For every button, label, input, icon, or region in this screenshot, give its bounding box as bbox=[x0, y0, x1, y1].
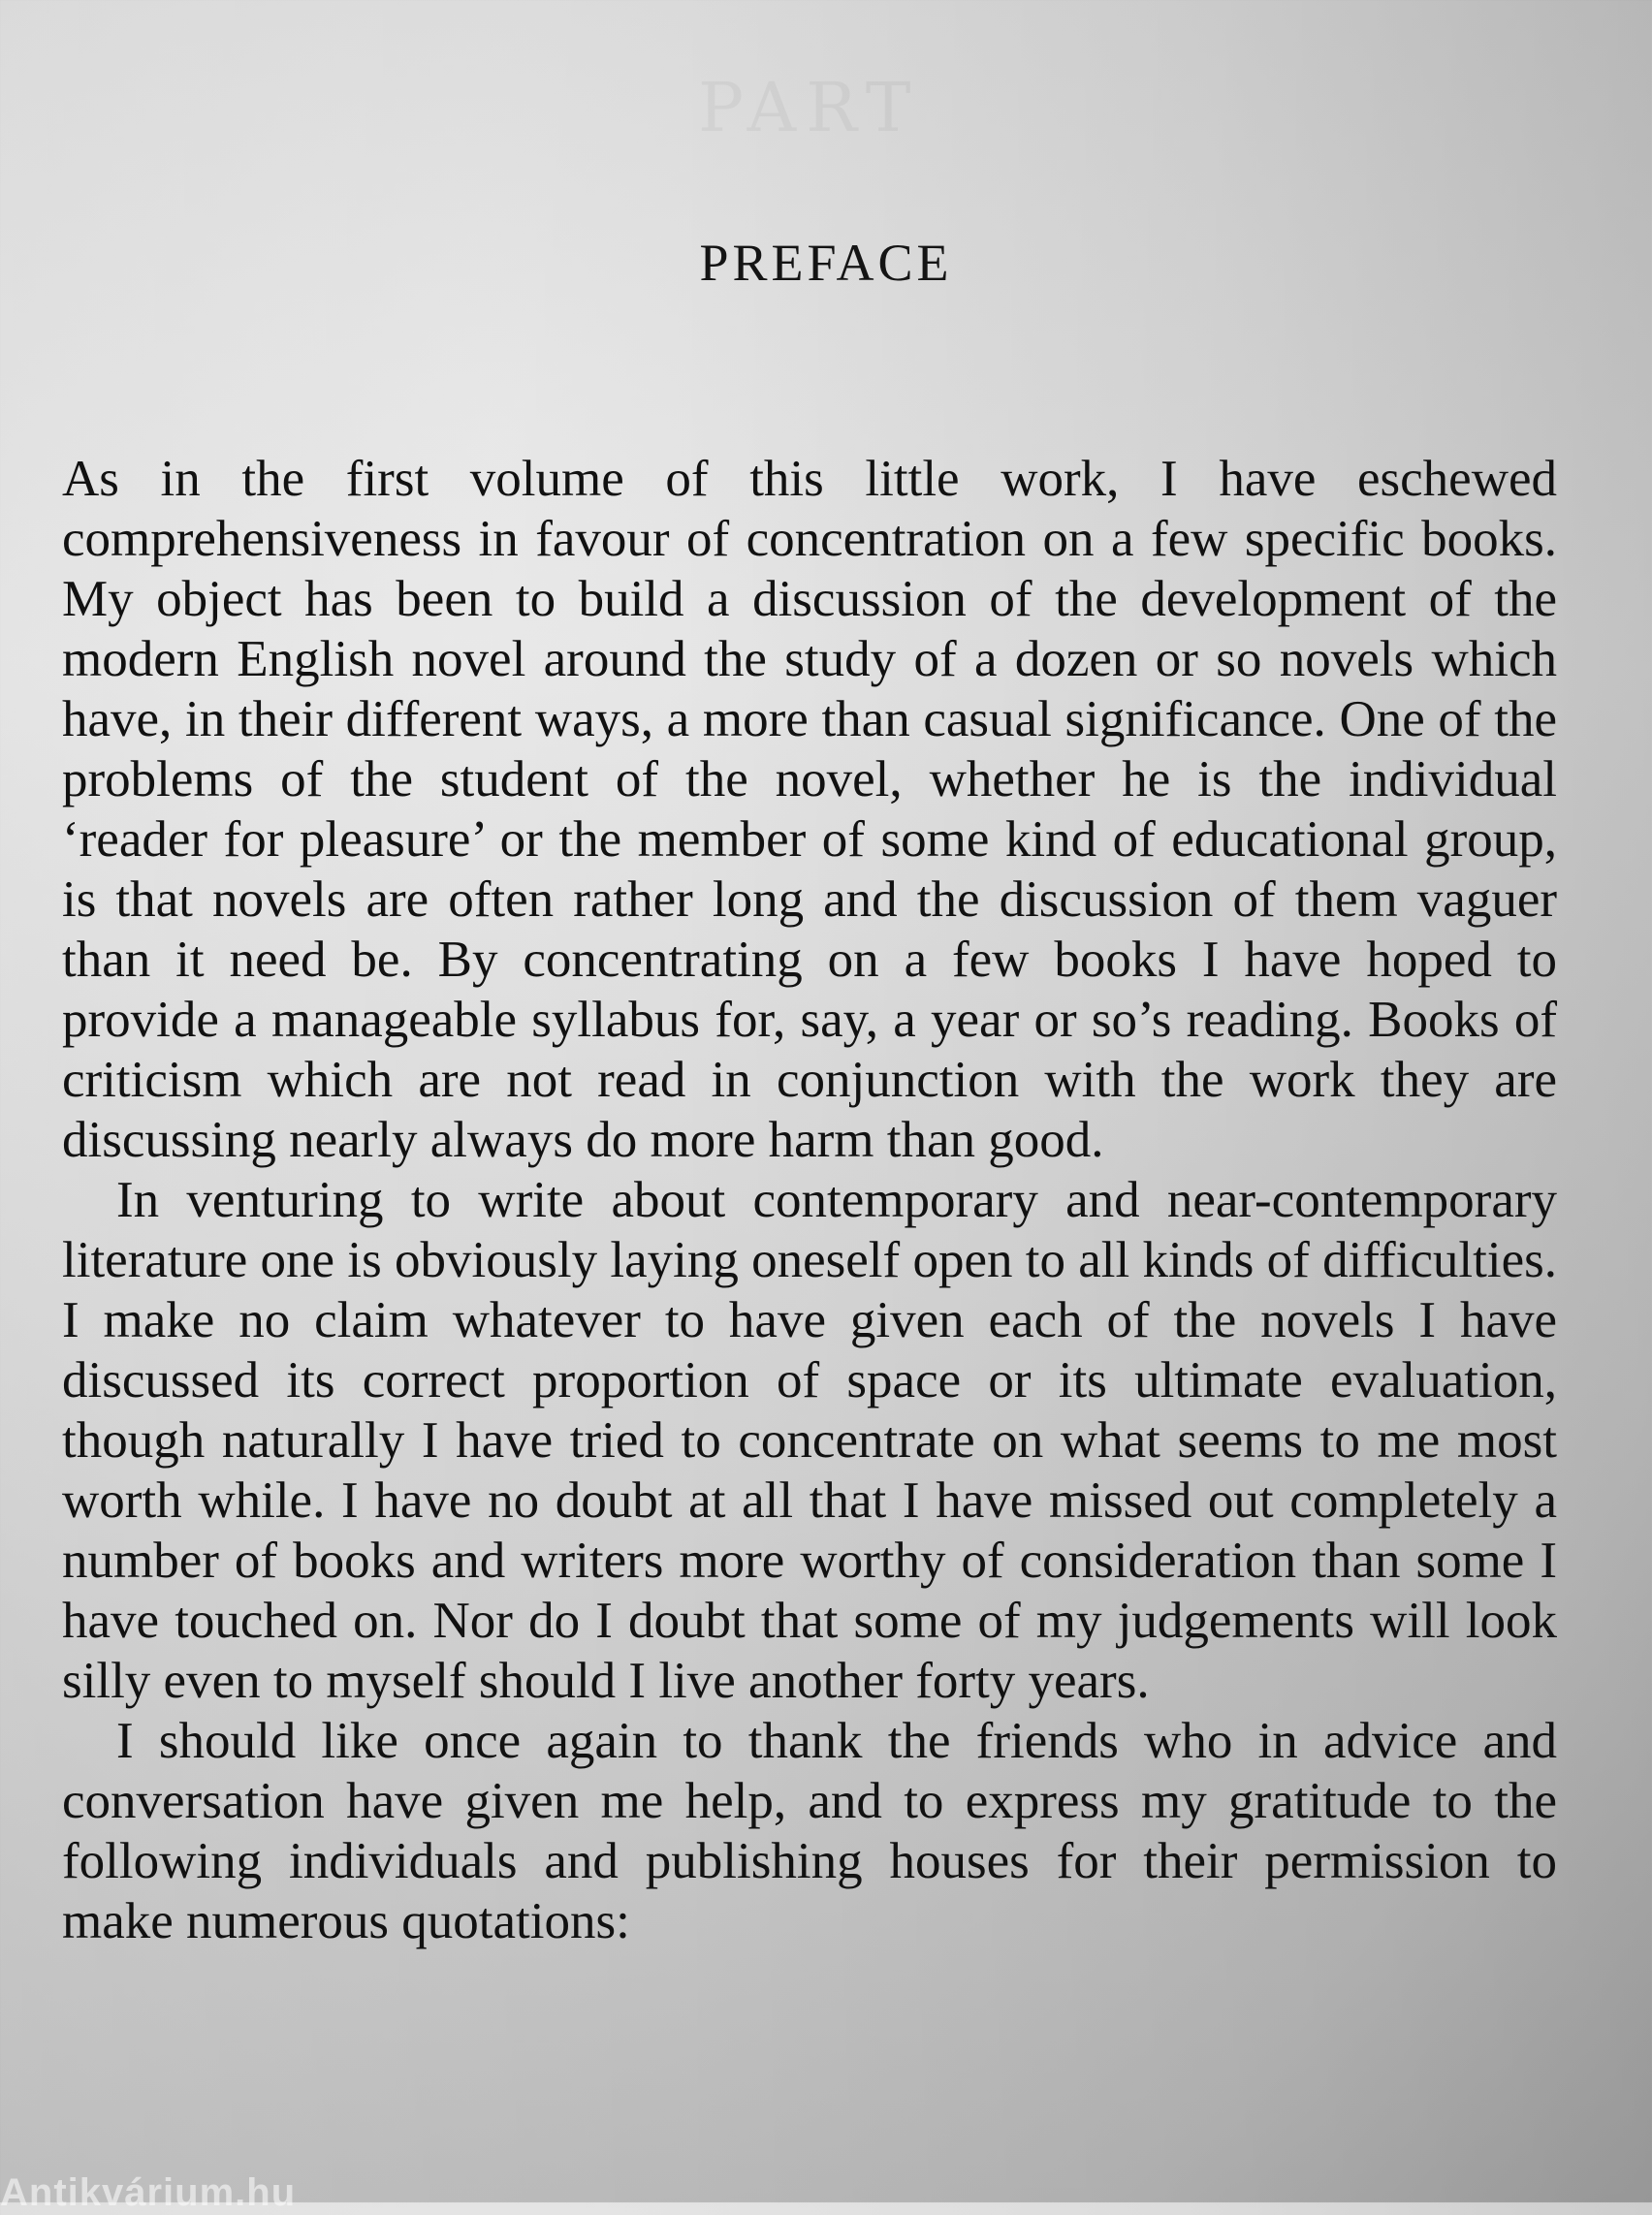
paragraph-3: I should like once again to thank the friends who in advice and conversation have given me help, and to express my gratitude to the following individuals and publishing houses for their permission to make numerous quotations: bbox=[62, 1713, 1557, 1949]
paragraph-1: As in the first volume of this little work, I have eschewed comprehensiveness in favour of concentration on a few specific books. My object has been to build a discussion of the development of the modern English novel around the study of a dozen or so novels which have, in their different ways, a more than casual significance. One of the problems of the student of the novel, whether he is the individual ‘reader for pleasure’ or the member of some kind of educational group, is that novels are often rather long and the discussion of them vaguer than it need be. By concentrating on a few books I have hoped to provide a manageable syllabus for, say, a year or so’s reading. Books of criticism which are not read in conjunction with the work they are discussing nearly always do more harm than good. bbox=[62, 451, 1557, 1168]
page-title: PREFACE bbox=[699, 234, 953, 292]
bleed-through-text bbox=[698, 68, 1571, 147]
watermark: Antikvárium.hu bbox=[0, 2171, 297, 2214]
paragraph-2: In venturing to write about contemporary and near-contemporary literature one is obviously laying oneself open to all kinds of difficulties. I make no claim whatever to have given each of the novels I have discussed its correct proportion of space or its ultimate evaluation, though naturally I have tried to concentrate on what seems to me most worth while. I have no doubt at all that I have missed out completely a number of books and writers more worthy of consideration than some I have touched on. Nor do I doubt that some of my judgements will look silly even to myself should I live another forty years. bbox=[62, 1172, 1557, 1709]
body-text bbox=[62, 449, 1557, 1951]
